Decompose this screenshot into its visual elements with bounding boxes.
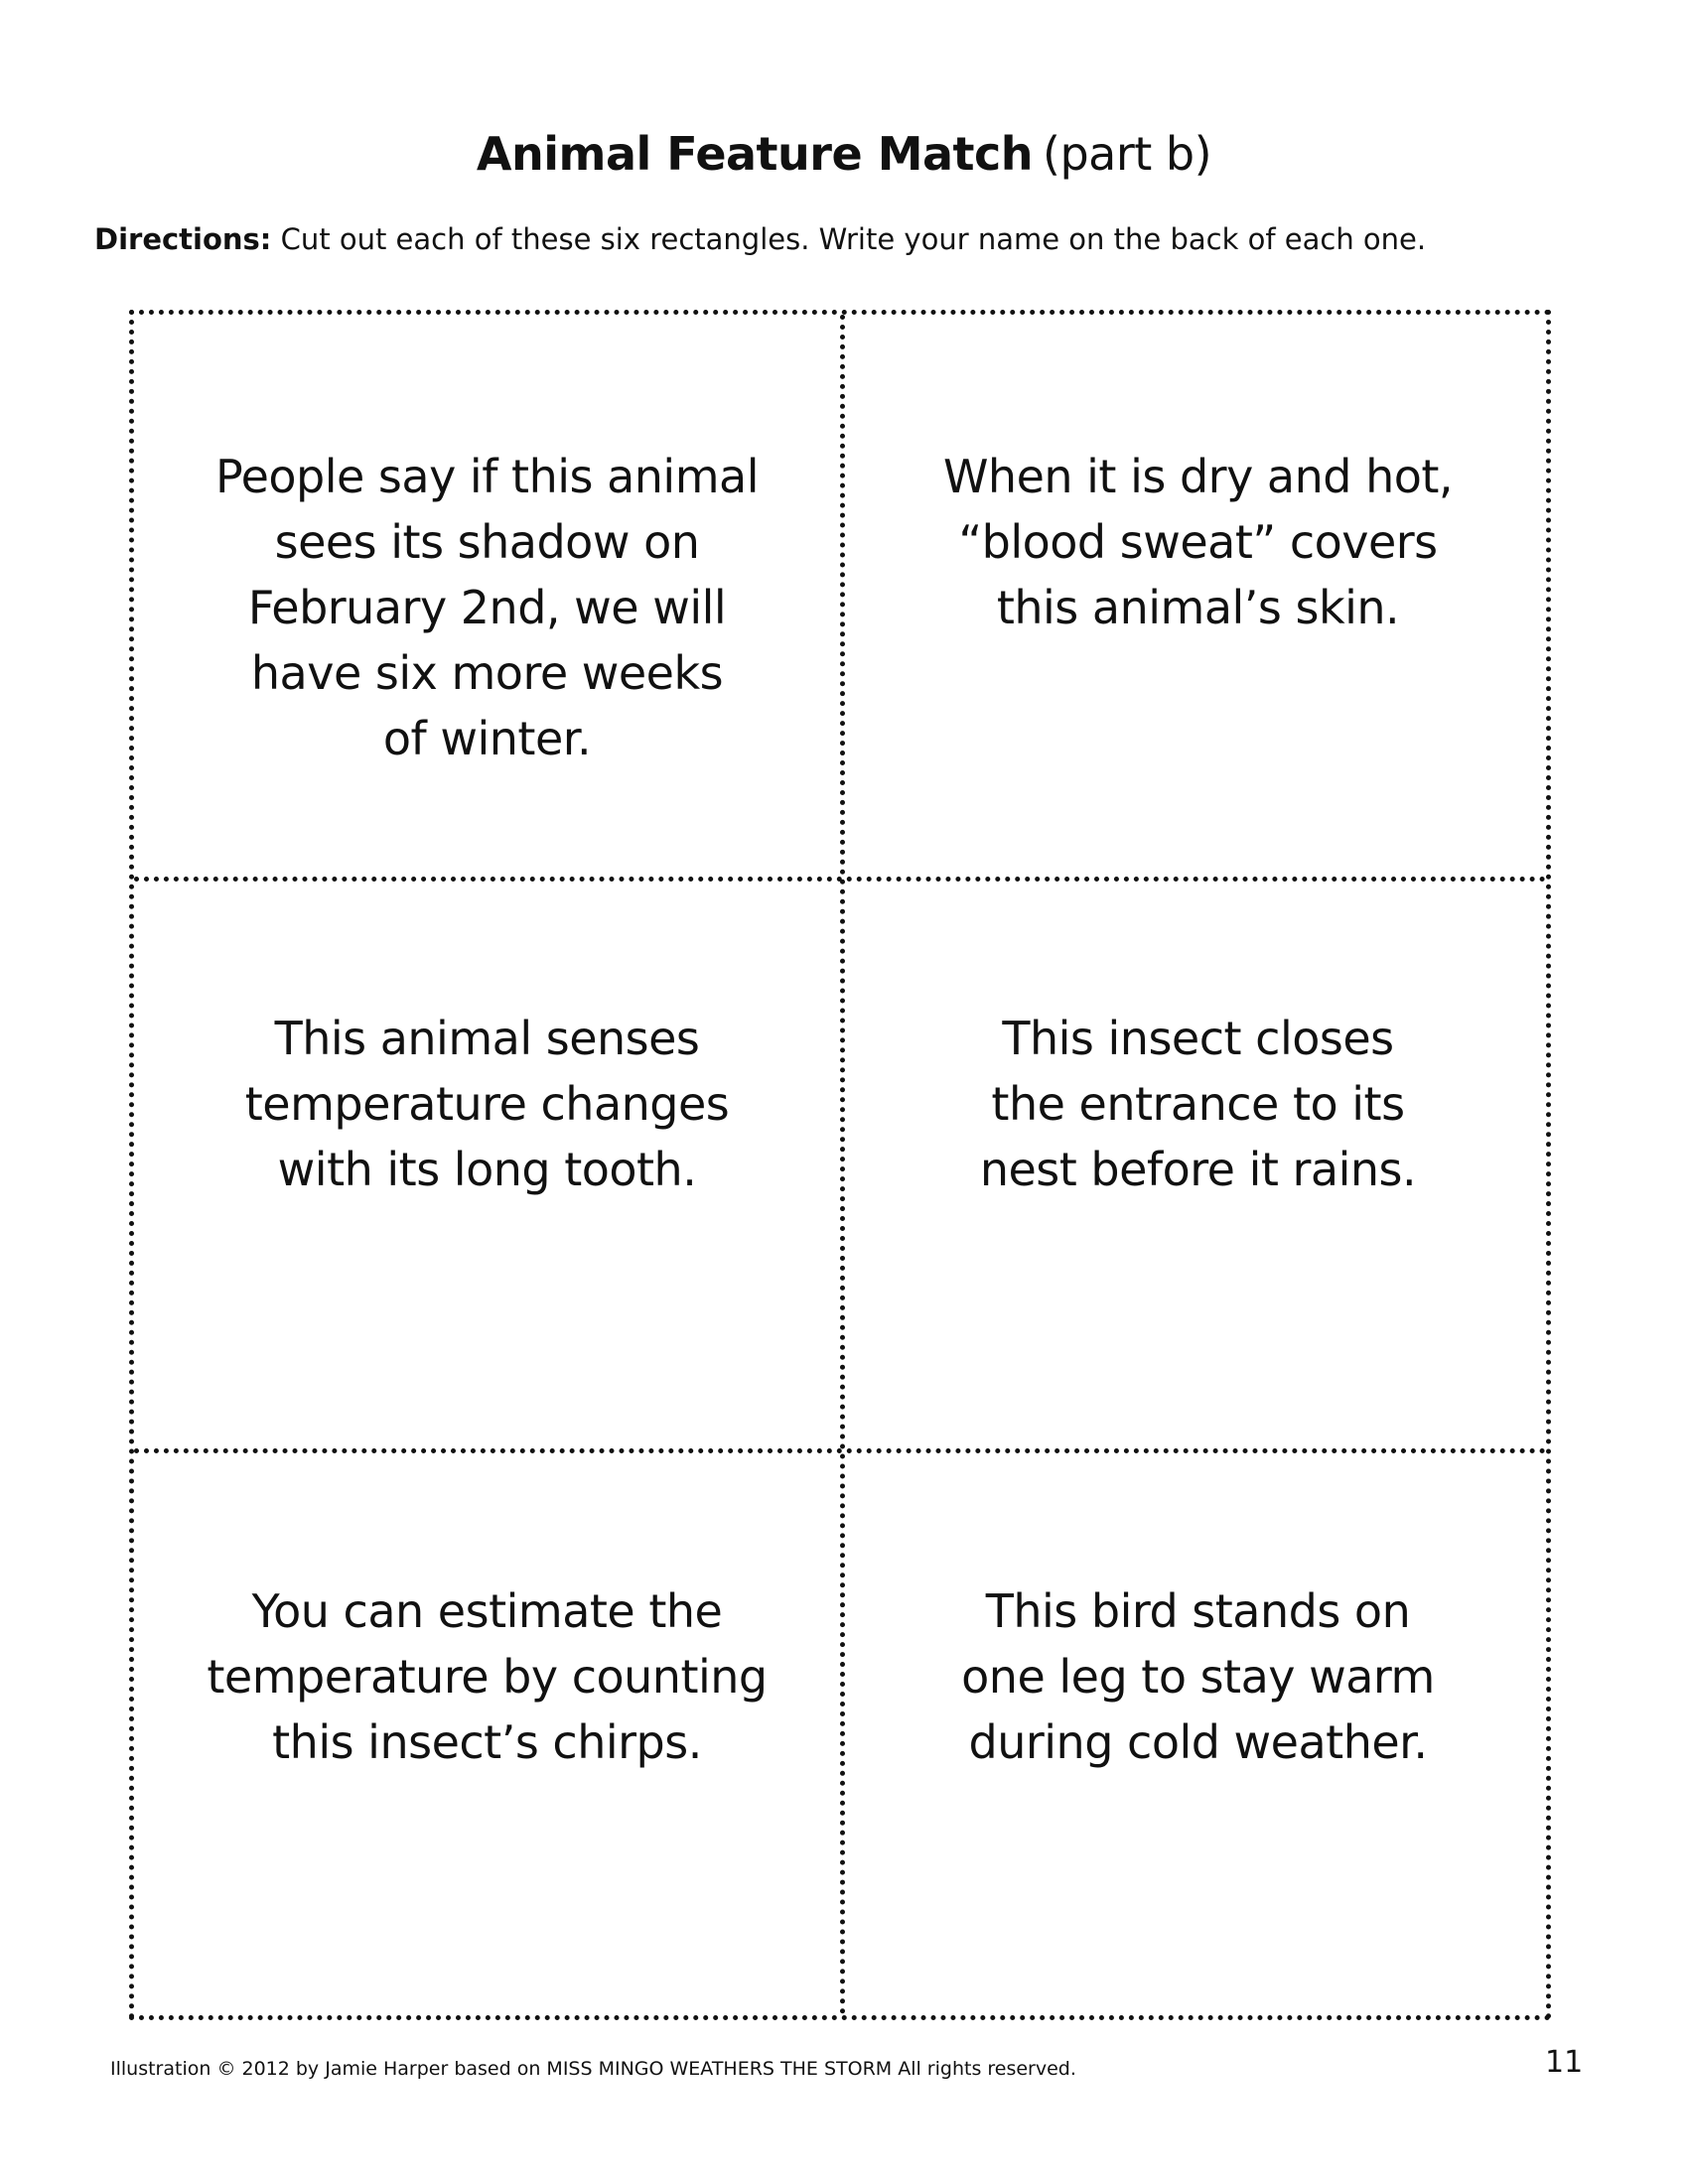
card-text: When it is dry and hot, “blood sweat” covers this animal’s skin. [942, 450, 1454, 634]
card-text: This animal senses temperature changes with its long tooth. [244, 1012, 730, 1196]
card-1 [134, 444, 840, 771]
page-number: 11 [1545, 2045, 1584, 2080]
directions-text: Cut out each of these six rectangles. Write your name on the back of each one. [280, 222, 1427, 256]
card-5 [134, 1578, 840, 1775]
illustration-credit: Illustration © 2012 by Jamie Harper based on MISS MINGO WEATHERS THE STORM All rights reserved. [110, 2058, 1076, 2080]
card-2 [845, 444, 1551, 640]
horizontal-cut-line [134, 1448, 1546, 1453]
page-title [0, 127, 1688, 181]
card-text: People say if this animal sees its shadow on February 2nd, we will have six more weeks of winter. [214, 450, 759, 765]
title-main: Animal Feature Match [476, 127, 1034, 181]
card-text: This insect closes the entrance to its nest before it rains. [979, 1012, 1417, 1196]
card-text: This bird stands on one leg to stay warm during cold weather. [961, 1584, 1435, 1769]
cutout-card-grid [129, 310, 1551, 2020]
card-3 [134, 1006, 840, 1202]
card-text: You can estimate the temperature by counting this insect’s chirps. [207, 1584, 768, 1769]
title-sub: (part b) [1043, 127, 1212, 181]
card-4 [845, 1006, 1551, 1202]
horizontal-cut-line [134, 877, 1546, 882]
directions [94, 222, 1584, 256]
card-6 [845, 1578, 1551, 1775]
directions-label: Directions: [94, 222, 272, 256]
